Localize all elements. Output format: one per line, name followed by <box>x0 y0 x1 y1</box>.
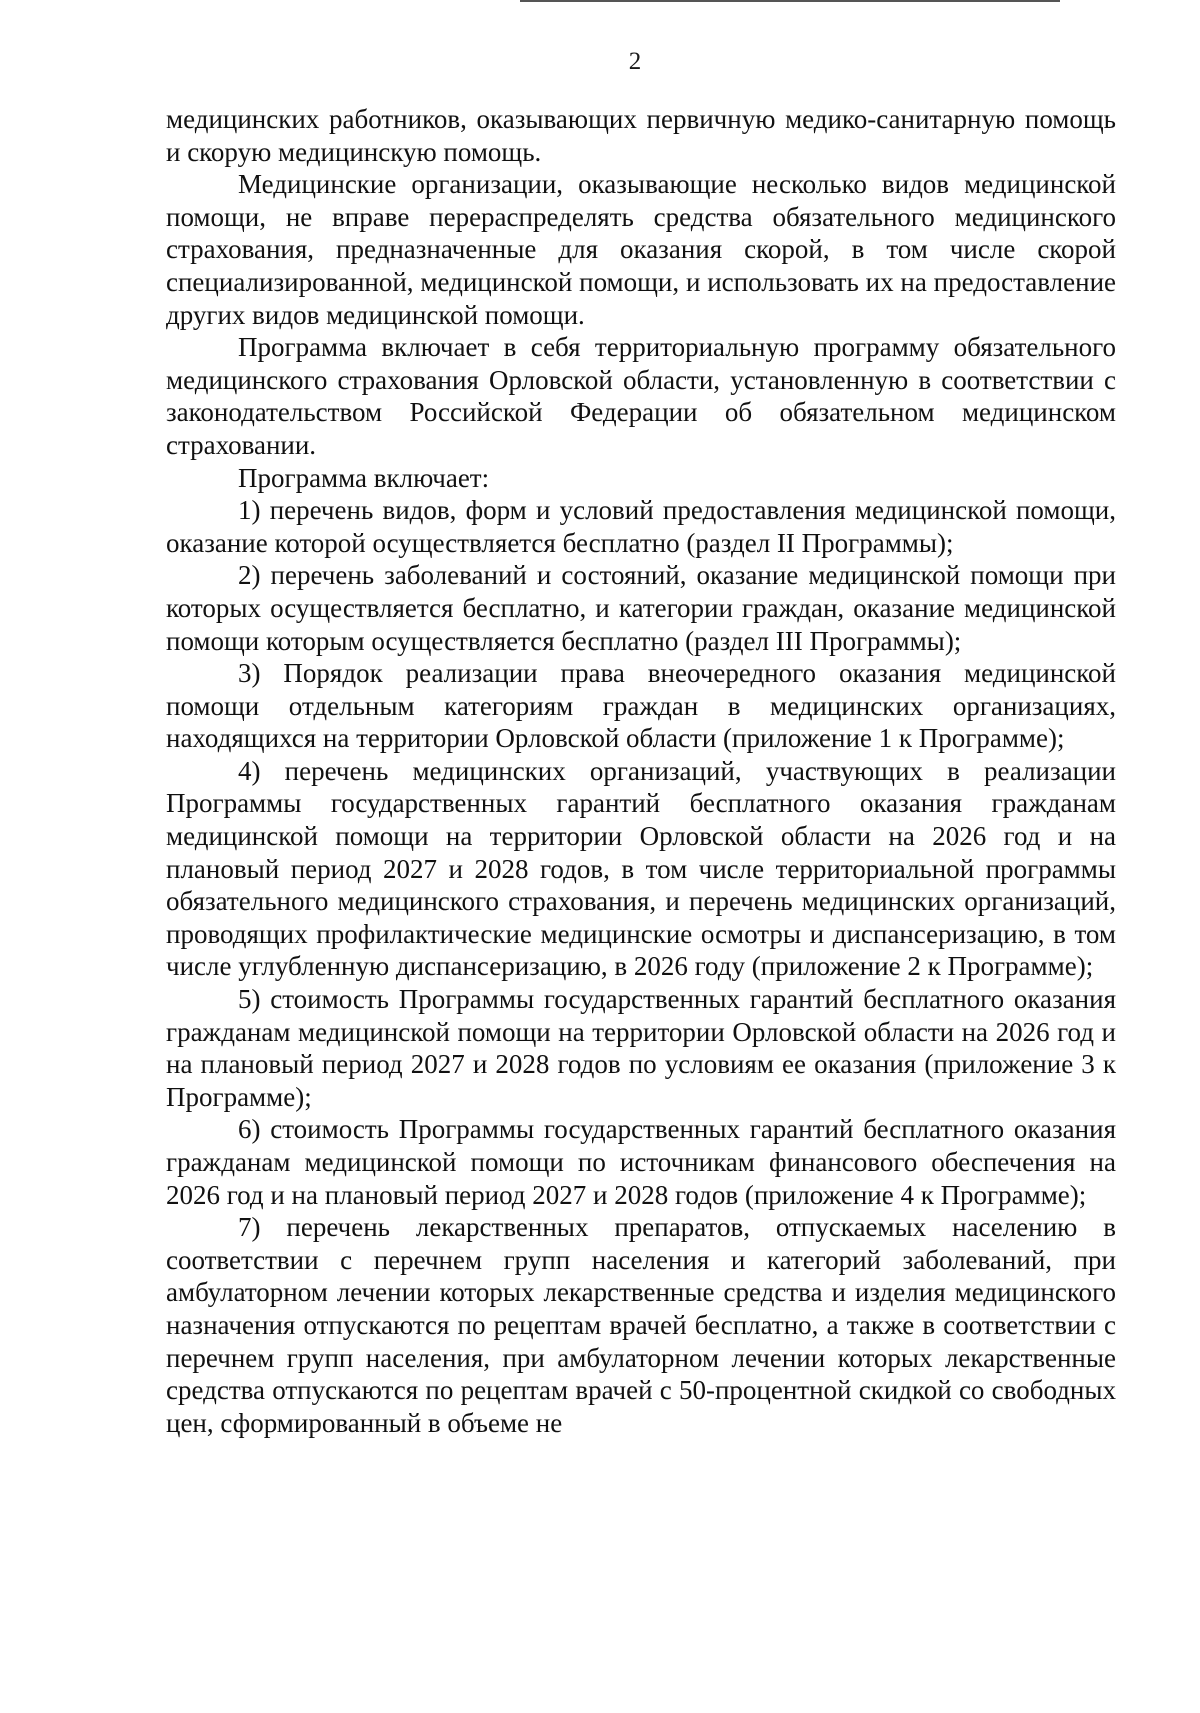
paragraph: Программа включает в себя территориальную программу обязательного медицинского страхования Орловской области, установленную в соответствии с законодательством Российской Федерации об обязательном медицинском страховании. <box>166 332 1116 460</box>
list-item: 3) Порядок реализации права внеочередного оказания медицинской помощи отдельным категориям граждан в медицинских организациях, находящихся на территории Орловской области (приложение 1 к Программе); <box>166 658 1116 754</box>
paragraph-continuation: медицинских работников, оказывающих первичную медико-санитарную помощь и скорую медицинскую помощь. <box>166 104 1116 167</box>
list-item: 5) стоимость Программы государственных гарантий бесплатного оказания гражданам медицинской помощи на территории Орловской области на 2026 год и на плановый период 2027 и 2028 годов по условиям ее оказания (приложение 3 к Программе); <box>166 984 1116 1112</box>
list-item: 4) перечень медицинских организаций, участвующих в реализации Программы государственных гарантий бесплатного оказания гражданам медицинской помощи на территории Орловской области на 2026 год и на плановый период 2027 и 2028 годов, в том числе территориальной программы обязательного медицинского страхования, и перечень медицинских организаций, проводящих профилактические медицинские осмотры и диспансеризацию, в том числе углубленную диспансеризацию, в 2026 году (приложение 2 к Программе); <box>166 755 1116 982</box>
page-number: 2 <box>628 48 642 75</box>
document-body <box>166 103 1116 1439</box>
list-item: 7) перечень лекарственных препаратов, отпускаемых населению в соответствии с перечнем групп населения и категорий заболеваний, при амбулаторном лечении которых лекарственные средства и изделия медицинского назначения отпускаются по рецептам врачей бесплатно, а также в соответствии с перечнем групп населения, при амбулаторном лечении которых лекарственные средства отпускаются по рецептам врачей с 50-процентной скидкой со свободных цен, сформированный в объеме не <box>166 1212 1116 1438</box>
list-item: 1) перечень видов, форм и условий предоставления медицинской помощи, оказание которой осуществляется бесплатно (раздел II Программы); <box>166 495 1116 558</box>
list-item: 2) перечень заболеваний и состояний, оказание медицинской помощи при которых осуществляется бесплатно, и категории граждан, оказание медицинской помощи которым осуществляется бесплатно (раздел III Программы); <box>166 560 1116 656</box>
top-rule-line <box>520 0 1060 2</box>
paragraph: Программа включает: <box>238 462 490 493</box>
list-item: 6) стоимость Программы государственных гарантий бесплатного оказания гражданам медицинской помощи по источникам финансового обеспечения на 2026 год и на плановый период 2027 и 2028 годов (приложение 4 к Программе); <box>166 1114 1116 1210</box>
paragraph: Медицинские организации, оказывающие несколько видов медицинской помощи, не вправе перераспределять средства обязательного медицинского страхования, предназначенные для оказания скорой, в том числе скорой специализированной, медицинской помощи, и использовать их на предоставление других видов медицинской помощи. <box>166 169 1116 330</box>
